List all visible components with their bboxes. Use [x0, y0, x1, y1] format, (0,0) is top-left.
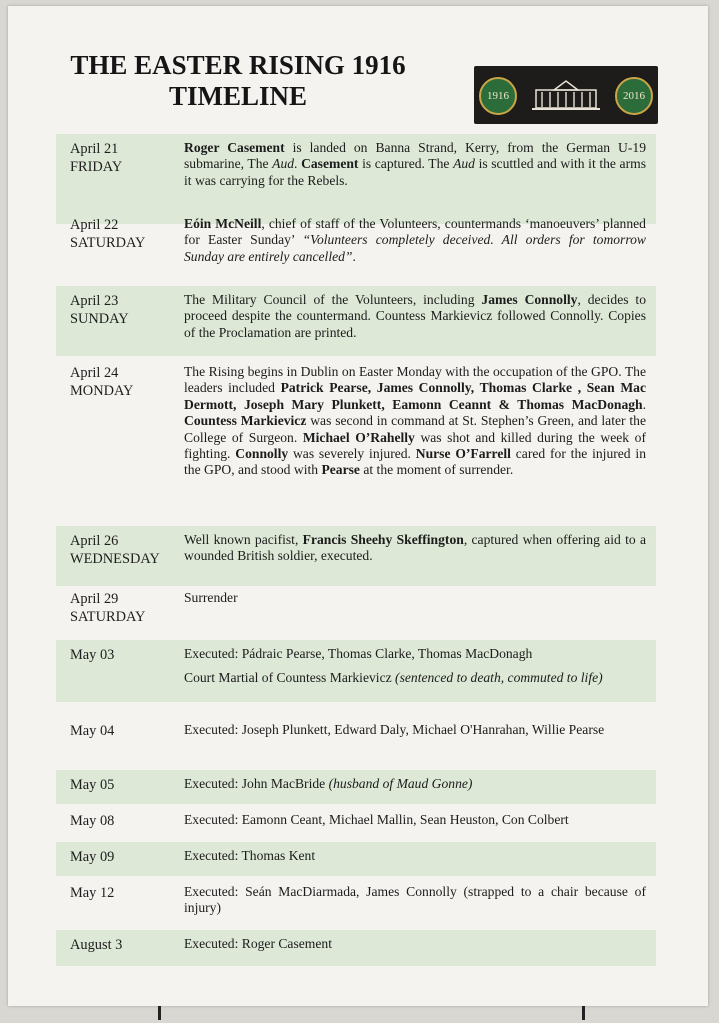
date-label: April 21 [70, 141, 119, 157]
weekday-label: SATURDAY [70, 235, 146, 251]
event-text-segment: , decides to proceed despite the countermand. Countess Markievicz followed Connolly. Copies of the Proclamation are printed. [184, 292, 647, 340]
timeline-row [56, 842, 656, 876]
entry-event [184, 590, 646, 606]
date-label: May 09 [70, 849, 115, 865]
entry-event [184, 292, 646, 341]
poster-title [38, 50, 438, 112]
date-label: May 05 [70, 777, 115, 793]
event-text-segment: The Rising begins in Dublin on Easter Monday with the occupation of the GPO. The leaders included [184, 364, 646, 396]
emphasis-name: Countess Markievicz [184, 413, 307, 429]
italic-note: Aud [453, 156, 475, 172]
centenary-logo [474, 66, 658, 124]
year-2016-badge: 2016 [615, 77, 653, 115]
event-text-segment: Well known pacifist, [184, 532, 303, 547]
event-text-segment: was severely injured. [288, 446, 416, 462]
event-text-segment: was second in command at St. Stephen’s Green, and later the College of Surgeon. [184, 413, 646, 445]
title-line-2: TIMELINE [168, 81, 308, 111]
event-text-segment: The Military Council of the Volunteers, including [184, 292, 482, 307]
event-text-segment: Executed: Joseph Plunkett, Edward Daly, Michael O'Hanrahan, Willie Pearse [184, 722, 605, 737]
event-text-segment: at the moment of surrender. [359, 462, 514, 478]
date-label: April 26 [70, 533, 119, 549]
entry-event [184, 848, 646, 864]
entry-event [184, 776, 646, 792]
emphasis-name: Michael O’Rahelly [302, 429, 415, 445]
event-paragraph [184, 722, 646, 738]
event-text-segment: is scuttled and with it the arms it was carrying for the Rebels. [184, 156, 646, 188]
entry-date [70, 646, 170, 664]
italic-note: “Volunteers completely deceived. All orders for tomorrow Sunday are entirely cancelled” [184, 232, 646, 264]
entry-event [184, 532, 646, 565]
event-text-segment: is landed on Banna Strand, Kerry, from the German U-19 submarine, The [184, 140, 646, 172]
entry-date [70, 140, 170, 176]
date-label: April 23 [70, 293, 119, 309]
date-label: April 22 [70, 217, 119, 233]
entry-date [70, 292, 170, 328]
weekday-label: MONDAY [70, 383, 134, 399]
entry-event [184, 884, 646, 917]
gpo-building-icon [532, 78, 600, 112]
title-line-1: THE EASTER RISING 1916 [70, 50, 406, 80]
timeline-row [56, 210, 656, 286]
event-text-segment: Executed: John MacBride [184, 776, 329, 791]
event-paragraph [184, 532, 646, 565]
entry-date [70, 590, 170, 626]
event-text-segment: Executed: Eamonn Ceant, Michael Mallin, Sean Heuston, Con Colbert [184, 812, 569, 827]
event-paragraph [184, 936, 646, 952]
event-text-segment: . [642, 396, 646, 412]
emphasis-name: Francis Sheehy Skeffington [302, 532, 464, 547]
timeline-row [56, 878, 656, 924]
event-paragraph [184, 884, 646, 917]
event-text-segment: . [352, 248, 356, 264]
timeline-row [56, 584, 656, 636]
event-paragraph [184, 848, 646, 864]
event-text-segment: Court Martial of Countess Markievicz [184, 670, 396, 686]
entry-date [70, 722, 170, 740]
emphasis-name: Connolly [235, 446, 289, 462]
timeline-row [56, 770, 656, 804]
entry-date [70, 364, 170, 400]
emphasis-name: Pearse [321, 462, 360, 478]
year-1916-badge: 1916 [479, 77, 517, 115]
emphasis-name: Nurse O’Farrell [415, 446, 511, 462]
date-label: April 29 [70, 591, 119, 607]
weekday-label: WEDNESDAY [70, 551, 160, 567]
date-label: August 3 [70, 937, 123, 953]
timeline-row [56, 716, 656, 760]
event-text-segment: was shot and killed during the week of fighting. [184, 429, 646, 462]
emphasis-name: Patrick Pearse, James Connolly, Thomas Clarke , Sean Mac Dermott, Joseph Mary Plunkett, Eamonn Ceannt & Thomas MacDonagh [184, 380, 646, 412]
event-paragraph [184, 812, 646, 828]
date-label: May 04 [70, 723, 115, 739]
emphasis-name: Roger Casement [184, 140, 285, 155]
event-text-segment: . [294, 156, 302, 172]
event-paragraph [184, 590, 646, 606]
entry-event [184, 936, 646, 952]
emphasis-name: Eóin McNeill [184, 216, 262, 231]
entry-date [70, 812, 170, 830]
event-paragraph [184, 776, 646, 792]
weekday-label: SUNDAY [70, 311, 129, 327]
entry-date [70, 848, 170, 866]
italic-note: (sentenced to death, commuted to life) [395, 670, 603, 686]
timeline-poster [8, 6, 708, 1006]
entry-event [184, 364, 646, 479]
date-label: May 08 [70, 813, 115, 829]
italic-note: Aud [272, 156, 295, 172]
entry-event [184, 812, 646, 828]
event-paragraph [184, 646, 646, 662]
timeline-row [56, 286, 656, 356]
event-paragraph-extra [184, 670, 646, 686]
timeline-row [56, 640, 656, 702]
event-text-segment: Executed: Seán MacDiarmada, James Connolly (strapped to a chair because of injury) [184, 884, 646, 916]
timeline-row [56, 358, 656, 516]
timeline-row [56, 526, 656, 586]
date-label: May 03 [70, 647, 115, 663]
mount-pin [158, 1006, 161, 1020]
timeline-row [56, 930, 656, 966]
event-paragraph [184, 364, 646, 479]
event-text-segment: cared for the injured in the GPO, and stood with [184, 446, 646, 478]
event-text-segment: is captured. The [358, 156, 454, 172]
event-paragraph [184, 140, 646, 189]
weekday-label: FRIDAY [70, 159, 123, 175]
date-label: May 12 [70, 885, 115, 901]
event-text-segment: , captured when offering aid to a wounded British soldier, executed. [184, 532, 646, 564]
entry-event [184, 646, 646, 687]
event-text-segment: Executed: Pádraic Pearse, Thomas Clarke, Thomas MacDonagh [184, 646, 533, 661]
entry-event [184, 722, 646, 738]
emphasis-name: James Connolly [481, 292, 578, 307]
event-text-segment: Surrender [184, 590, 238, 605]
italic-note: (husband of Maud Gonne) [328, 776, 473, 791]
weekday-label: SATURDAY [70, 609, 146, 625]
event-text-segment: , chief of staff of the Volunteers, countermands ‘manoeuvers’ planned for Easter Sunday’ [184, 216, 646, 248]
event-paragraph [184, 292, 646, 341]
entry-event [184, 216, 646, 265]
entry-date [70, 936, 170, 954]
mount-pin [582, 1006, 585, 1020]
entry-date [70, 216, 170, 252]
date-label: April 24 [70, 365, 119, 381]
timeline-row [56, 806, 656, 840]
entry-date [70, 776, 170, 794]
entry-date [70, 884, 170, 902]
event-paragraph [184, 216, 646, 265]
event-text-segment: Executed: Thomas Kent [184, 848, 316, 863]
entry-event [184, 140, 646, 189]
entry-date [70, 532, 170, 568]
emphasis-name: Casement [301, 156, 359, 172]
event-text-segment: Executed: Roger Casement [184, 936, 332, 951]
